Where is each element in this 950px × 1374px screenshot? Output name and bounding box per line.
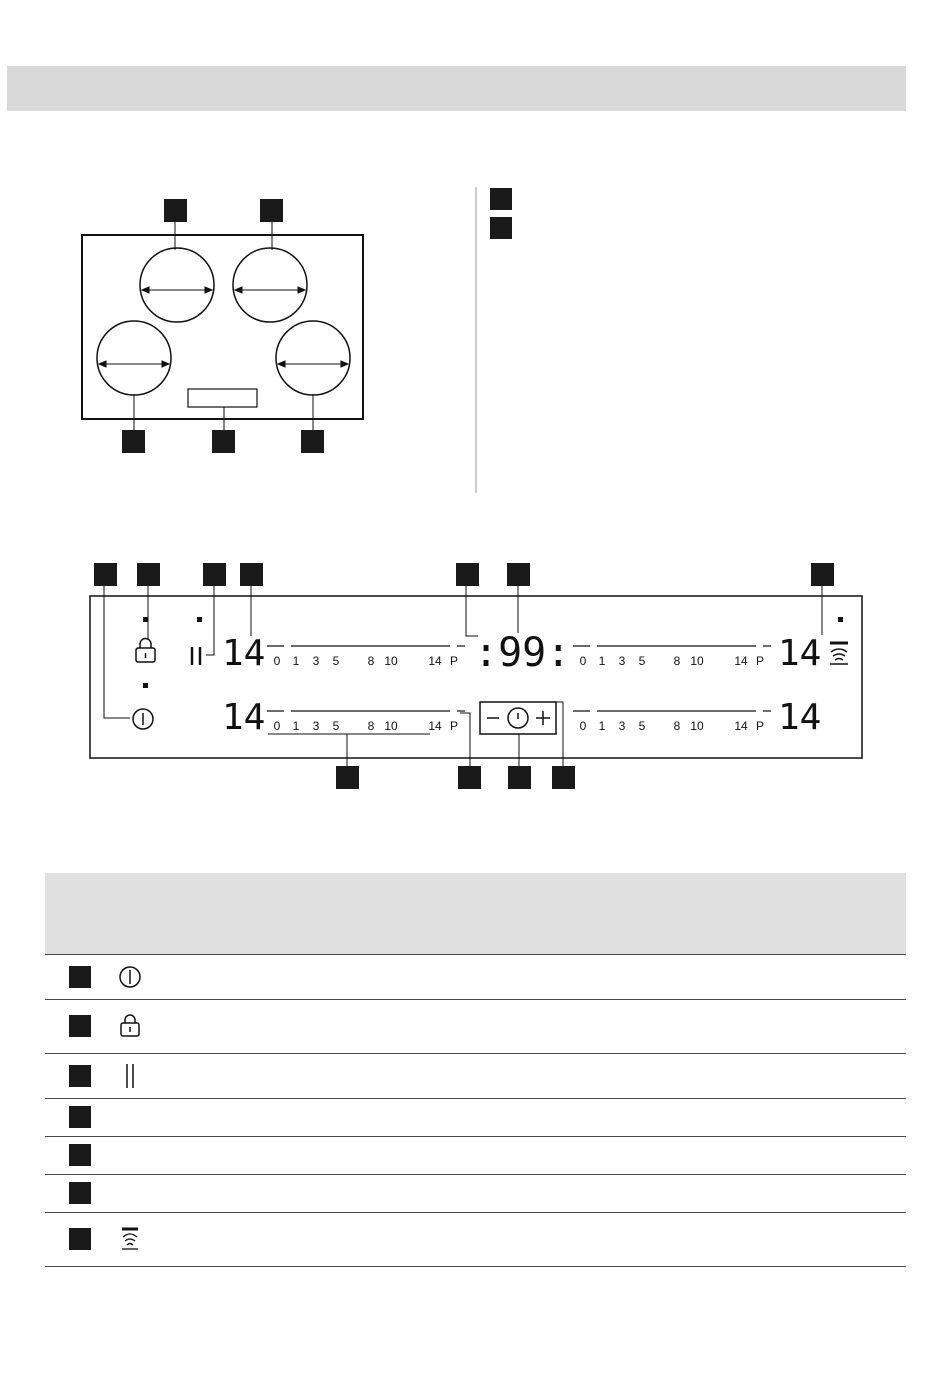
slider-scale-label: 14 — [428, 654, 442, 668]
indicator-dot — [838, 617, 843, 622]
key-number-square — [490, 188, 512, 210]
slider-scale-label: 14 — [734, 719, 748, 733]
slider-scale-label: 8 — [673, 654, 681, 668]
table-row — [45, 954, 906, 999]
power-level-display-right-top: 14 — [778, 633, 822, 674]
row-description — [175, 1098, 906, 1136]
callout-number-square — [240, 563, 263, 586]
callout-number-square — [811, 563, 834, 586]
cooking-surface-diagram — [82, 199, 363, 453]
slider-scale-label: 5 — [332, 654, 340, 668]
indicator-dot — [143, 617, 148, 622]
slider-scale-label: 8 — [673, 719, 681, 733]
panel-outline — [90, 596, 862, 758]
callout-number-square — [508, 766, 531, 789]
callout-number-square — [336, 766, 359, 789]
slider-scale-label: 3 — [618, 654, 626, 668]
legend-header-row — [45, 873, 906, 954]
table-row — [45, 999, 906, 1053]
power-level-display-left-bottom: 14 — [222, 697, 266, 738]
callout-number-square — [507, 563, 530, 586]
callout-number-square — [164, 199, 187, 222]
lock-icon — [136, 639, 155, 663]
indicator-dot — [197, 617, 202, 622]
row-number-square — [69, 1106, 91, 1128]
row-description — [175, 1212, 906, 1266]
slider-scale-label: P — [449, 654, 459, 668]
callout-number-square — [301, 430, 324, 453]
callout-number-square — [458, 766, 481, 789]
table-row — [45, 1212, 906, 1266]
callout-number-square — [122, 430, 145, 453]
control-panel-area — [188, 389, 257, 407]
slider-scale-label: 3 — [312, 654, 320, 668]
slider-scale-label: 5 — [638, 654, 646, 668]
slider-scale-label: 1 — [598, 654, 606, 668]
timer-display: :99: — [474, 630, 571, 676]
row-number-square — [69, 1144, 91, 1166]
slider-scale-label: 14 — [428, 719, 442, 733]
slider-scale-label: P — [755, 719, 765, 733]
cooking-zone-rear-left — [140, 248, 214, 322]
pause-icon — [115, 1061, 145, 1091]
slider-scale-label: 0 — [273, 719, 281, 733]
row-number-square — [69, 966, 91, 988]
hob-outline — [82, 235, 363, 419]
slider-left-top[interactable] — [267, 646, 465, 668]
row-description — [175, 1174, 906, 1212]
control-panel-diagram — [90, 563, 862, 789]
row-description — [175, 999, 906, 1053]
table-row — [45, 1098, 906, 1136]
slider-scale-label: 0 — [579, 719, 587, 733]
row-number-square — [69, 1015, 91, 1037]
row-description — [175, 1136, 906, 1174]
hob-to-hood-icon — [830, 643, 848, 664]
indicator-dot — [143, 683, 148, 688]
row-number-square — [69, 1182, 91, 1204]
slider-scale-label: P — [755, 654, 765, 668]
slider-scale-label: 0 — [579, 654, 587, 668]
power-icon — [115, 962, 145, 992]
power-level-display-left-top: 14 — [222, 633, 266, 674]
power-level-display-right-bottom: 14 — [778, 697, 822, 738]
slider-scale-label: 3 — [312, 719, 320, 733]
slider-right-top[interactable] — [573, 646, 771, 668]
slider-scale-label: 10 — [384, 719, 398, 733]
power-icon — [133, 709, 153, 729]
lock-icon — [115, 1011, 145, 1041]
cooking-zone-rear-right — [233, 248, 307, 322]
callout-number-square — [260, 199, 283, 222]
callout-number-square — [203, 563, 226, 586]
slider-scale-label: 8 — [367, 654, 375, 668]
row-number-square — [69, 1065, 91, 1087]
slider-scale-label: 10 — [690, 719, 704, 733]
pause-icon — [192, 647, 200, 665]
callout-number-square — [137, 563, 160, 586]
slider-scale-label: 14 — [734, 654, 748, 668]
slider-scale-label: 8 — [367, 719, 375, 733]
cooking-zone-front-left — [97, 321, 171, 395]
slider-scale-label: 1 — [292, 654, 300, 668]
callout-number-square — [456, 563, 479, 586]
table-row — [45, 1136, 906, 1174]
slider-scale-label: 1 — [292, 719, 300, 733]
slider-scale-label: P — [449, 719, 459, 733]
slider-scale-label: 5 — [638, 719, 646, 733]
hob-to-hood-icon — [115, 1224, 145, 1254]
table-row — [45, 1053, 906, 1098]
slider-scale-label: 10 — [690, 654, 704, 668]
callout-number-square — [552, 766, 575, 789]
slider-left-bottom[interactable] — [267, 711, 465, 733]
row-number-square — [69, 1228, 91, 1250]
table-row — [45, 1174, 906, 1212]
slider-right-bottom[interactable] — [573, 711, 771, 733]
cooking-zone-front-right — [276, 321, 350, 395]
callout-number-square — [212, 430, 235, 453]
slider-scale-label: 3 — [618, 719, 626, 733]
timer-control — [480, 702, 556, 734]
slider-scale-label: 5 — [332, 719, 340, 733]
row-description — [175, 954, 906, 999]
slider-scale-label: 1 — [598, 719, 606, 733]
slider-scale-label: 10 — [384, 654, 398, 668]
row-description — [175, 1053, 906, 1098]
callout-number-square — [94, 563, 117, 586]
legend-table — [45, 873, 906, 1267]
key-number-square — [490, 217, 512, 239]
slider-scale-label: 0 — [273, 654, 281, 668]
